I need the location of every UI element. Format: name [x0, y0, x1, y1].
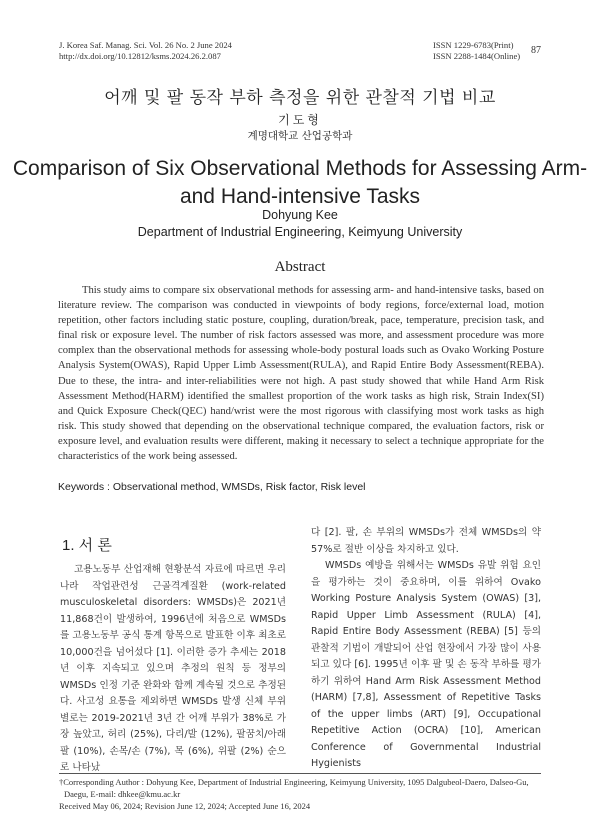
english-title-line1: Comparison of Six Observational Methods for Assessing Arm-: [12, 157, 588, 180]
page-number: 87: [531, 45, 541, 56]
intro-paragraph-2: WMSDs 예방을 위해서는 WMSDs 유발 위험 요인을 평가하는 것이 중요하며, 이를 위하여 Ovako Working Posture Analysis System (OWAS) [3], Rapid Upper Limb Assessment (RULA) [4], Rapid Entire Body Assessment (REBA) [5] 등의 관찰적 기법이 개발되어 산업 현장에서 가장 많이 사용되고 있다 [6]. 1995년 이후 팔 및 손 동작 부하를 평가하기 위하여 Hand Arm Risk Assessment Method (HARM) [7,8], Assessment of Repetitive Tasks of the upper limbs (ART) [9], Occupational Repetitive Action (OCRA) [10], American Conference of Governmental Industrial Hygienists: [311, 560, 541, 769]
doi-link[interactable]: http://dx.doi.org/10.12812/ksms.2024.26.2.087: [59, 51, 221, 61]
footnote-divider: [59, 773, 541, 774]
footnote-corresponding-author: †Corresponding Author : Dohyung Kee, Department of Industrial Engineering, Keimyung University, 1095 Dalgubeol-Daero, Dalseo-Gu,: [59, 777, 529, 787]
section-heading-introduction: 1. 서 론: [62, 537, 112, 554]
english-title: [0, 155, 600, 211]
footnote-contact: Daegu, E-mail: dhkee@kmu.ac.kr: [64, 789, 181, 799]
issn-print: ISSN 1229-6783(Print): [433, 40, 514, 50]
english-title-line2: and Hand-intensive Tasks: [179, 185, 421, 208]
korean-author: 기도형: [278, 113, 322, 127]
running-header-right: [433, 40, 520, 62]
korean-affiliation: 계명대학교 산업공학과: [247, 130, 353, 142]
issn-online: ISSN 2288-1484(Online): [433, 51, 521, 61]
body-column-right: [311, 525, 541, 773]
footnote-received-dates: Received May 06, 2024; Revision June 12, 2024; Accepted June 16, 2024: [59, 801, 311, 811]
english-author: Dohyung Kee: [262, 208, 338, 222]
footnote: [59, 776, 549, 812]
english-affiliation: Department of Industrial Engineering, Keimyung University: [137, 225, 463, 239]
intro-paragraph-1: 고용노동부 산업재해 현황분석 자료에 따르면 우리나라 작업관련성 근골격계질환 (work-related musculoskeletal disorders: WMSDs)은 2021년 11,868건이 발생하여, 1996년에 처음으로 WMSDs를 고용노동부 공식 통계 항목으로 발표한 이후 최초로 10,000건을 넘어섰다 [1]. 이러한 증가 추세는 2018년 이후 지속되고 있으며 추정의 원칙 등 정부의 WMSDs 인정 기준 완화와 함께 계속될 것으로 추정된다. 사고성 요통을 제외하면 WMSDs 발생 신체 부위별로는 2019-2021년 3년 간 어깨 부위가 38%로 가장 높았고, 허리 (25%), 다리/발 (12%), 팔꿈치/아래팔 (10%), 손목/손 (7%), 목 (6%), 위팔 (2%) 순으로 나타났: [60, 564, 286, 773]
abstract-body: This study aims to compare six observational methods for assessing arm- and hand-intensive tasks, based on literature review. The comparison was conducted in viewpoints of body regions, force/external load, motion repetition, other factors including static posture, coupling, duration/break, pace, temperature, precision task, and final risk or exposure level. The number of risk factors assessed was more, and assessment procedure was more complex than the observational methods for assessing whole-body postural loads such as Ovako Working Posture Analysis System(OWAS), Rapid Upper Limb Assessment(RULA), and Rapid Entire Body Assessment(REBA). Due to these, the intra- and inter-reliabilities were not high. A past study showed that while Hand Arm Risk Assessment Method(HARM) identified the smallest proportion of the work tasks as high risk, Strain Index(SI) and Quick Exposure Check(QEC) hand/wrist were the most rigorous with classifying most work tasks as high risk. This study showed that depending on the observational technique compared, the evaluation factors, risk or exposure level, and evaluation results were different, making it necessary to select a technique appropriate for the characteristics of the work being assessed.: [58, 285, 544, 463]
running-header-left: [59, 40, 232, 62]
journal-citation: J. Korea Saf. Manag. Sci. Vol. 26 No. 2 June 2024: [59, 40, 232, 50]
keywords: Keywords : Observational method, WMSDs, Risk factor, Risk level: [58, 481, 366, 493]
intro-paragraph-1-continued: 다 [2]. 팔, 손 부위의 WMSDs가 전체 WMSDs의 약 57%로 절반 이상을 차지하고 있다.: [311, 527, 541, 555]
abstract-heading: Abstract: [274, 259, 326, 275]
body-column-left: [60, 562, 286, 777]
korean-title: 어깨 및 팔 동작 부하 측정을 위한 관찰적 기법 비교: [104, 88, 496, 108]
